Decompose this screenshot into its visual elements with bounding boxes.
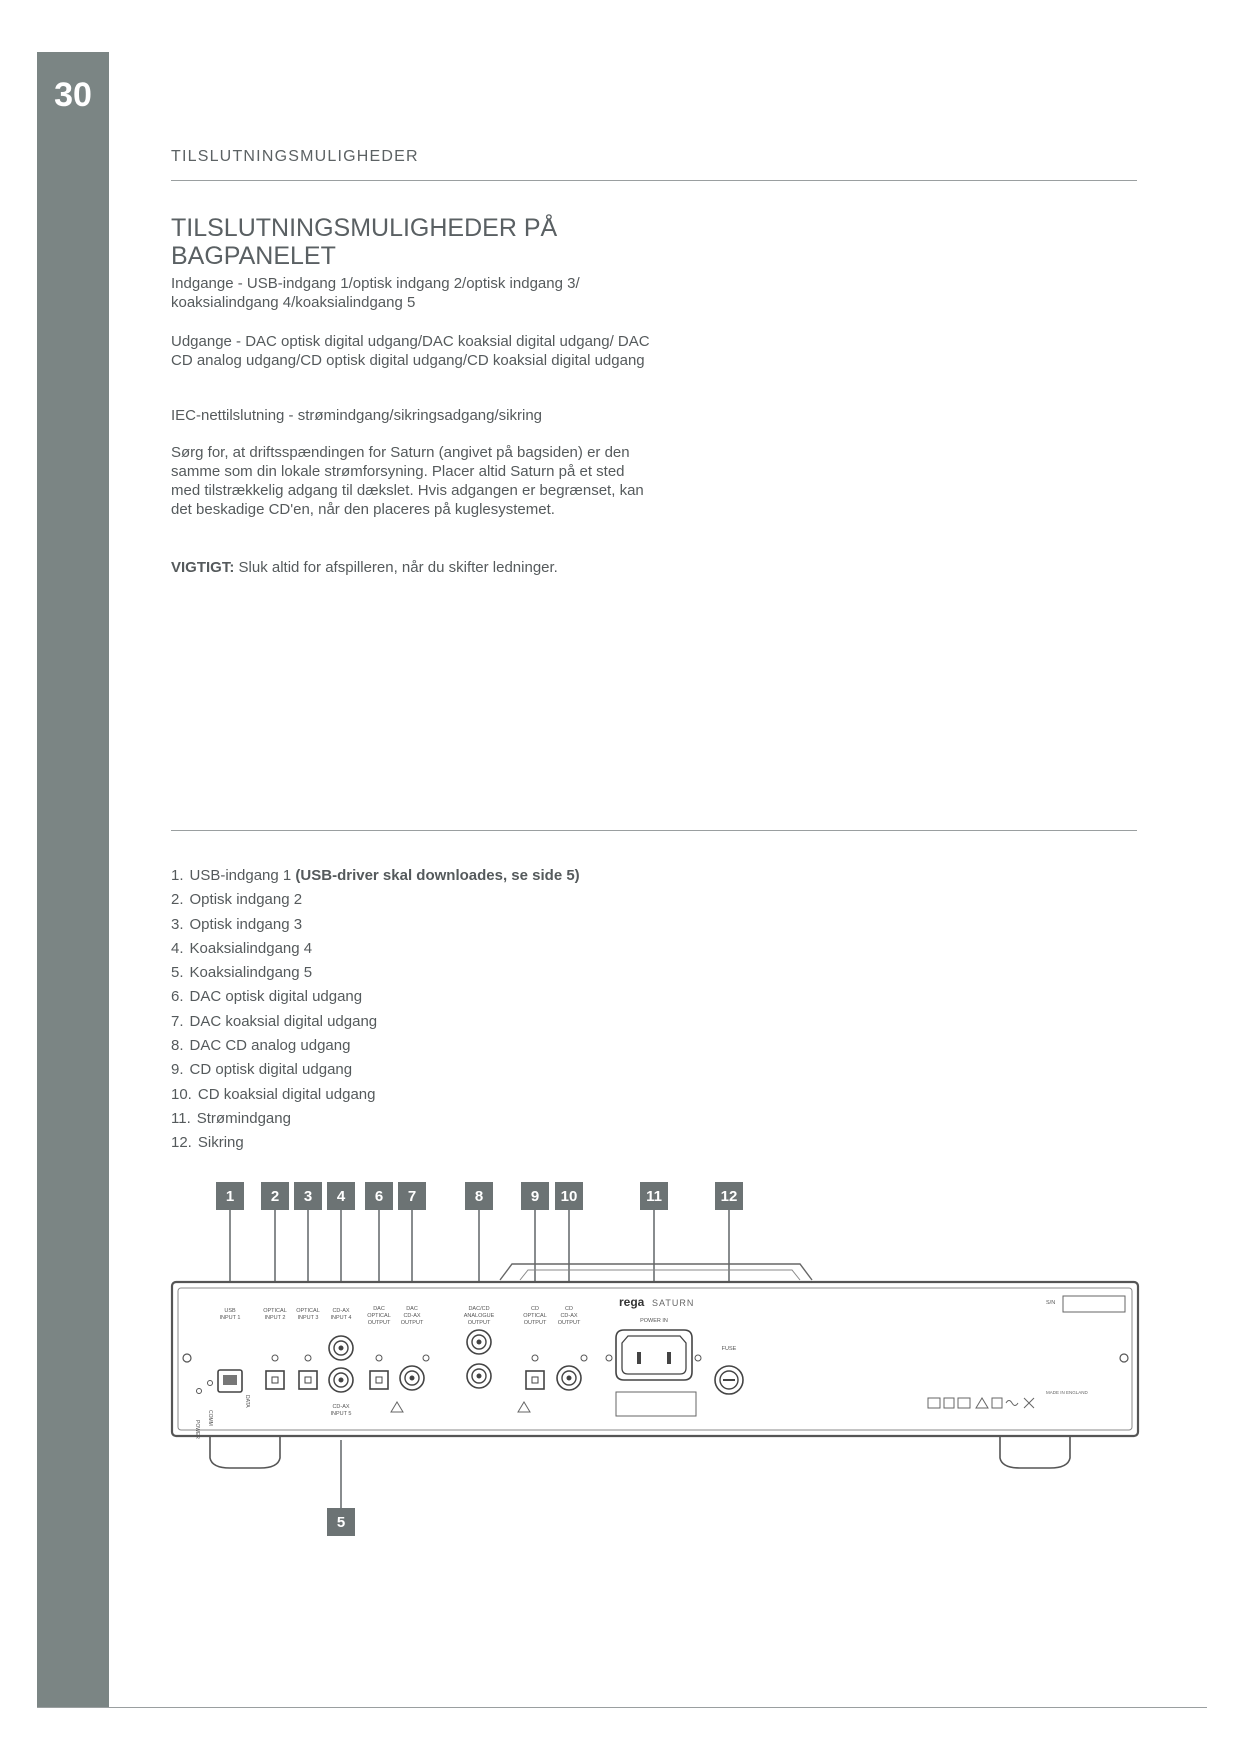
svg-text:CD-AX: CD-AX xyxy=(332,1308,350,1314)
callout-label-1: 1 xyxy=(225,1188,235,1205)
legend-item: 7. DAC koaksial digital udgang xyxy=(171,1012,378,1030)
svg-text:INPUT 5: INPUT 5 xyxy=(330,1411,352,1417)
coax-input-5 xyxy=(329,1368,353,1392)
svg-text:DATA: DATA xyxy=(244,1395,250,1408)
callout-label-8: 8 xyxy=(474,1188,484,1205)
svg-text:COMM: COMM xyxy=(207,1410,213,1426)
svg-text:USB: USB xyxy=(224,1308,236,1314)
callout-label-11: 11 xyxy=(646,1188,662,1205)
page-number: 30 xyxy=(54,76,92,114)
svg-text:POWER IN: POWER IN xyxy=(640,1318,668,1324)
legend-item: 4. Koaksialindgang 4 xyxy=(171,939,313,957)
callout-label-7: 7 xyxy=(407,1188,417,1205)
legend-item: 1. USB-indgang 1 (USB-driver skal downloades, se side 5) xyxy=(171,867,580,884)
svg-text:OUTPUT: OUTPUT xyxy=(467,1320,491,1326)
legend-item: 9. CD optisk digital udgang xyxy=(171,1061,353,1079)
svg-text:INPUT 4: INPUT 4 xyxy=(330,1315,352,1321)
svg-text:OPTICAL: OPTICAL xyxy=(263,1308,287,1314)
left-foot xyxy=(210,1436,280,1468)
callout-label-2: 2 xyxy=(270,1188,280,1205)
voltage-paragraph: Sørg for, at driftsspændingen for Saturn (angivet på bagsiden) er den samme som din lokale strømforsyning. Placer altid Saturn på et sted med tilstrækkelig adgang til dækslet. Hvis adgangen er begrænset, kan det beskadige CD'en, når den placeres på kuglesystemet. xyxy=(171,444,644,518)
svg-text:ANALOGUE: ANALOGUE xyxy=(463,1313,495,1319)
important-label: VIGTIGT: xyxy=(171,559,235,576)
svg-text:POWER: POWER xyxy=(194,1420,200,1439)
legend-item: 11. Strømindgang xyxy=(171,1109,291,1127)
svg-text:OUTPUT: OUTPUT xyxy=(557,1320,581,1326)
svg-text:OUTPUT: OUTPUT xyxy=(523,1320,547,1326)
top-cover-outline xyxy=(500,1264,812,1280)
svg-text:CD: CD xyxy=(531,1306,539,1312)
svg-text:OUTPUT: OUTPUT xyxy=(400,1320,424,1326)
power-inlet xyxy=(606,1330,701,1416)
callout-label-4: 4 xyxy=(336,1188,346,1205)
important-text: Sluk altid for afspilleren, når du skifter ledninger. xyxy=(234,559,558,576)
svg-text:CD: CD xyxy=(565,1306,573,1312)
legend-item: 8. DAC CD analog udgang xyxy=(171,1037,351,1055)
callout-label-10: 10 xyxy=(560,1188,578,1205)
iec-paragraph: IEC-nettilslutning - strømindgang/sikringsadgang/sikring xyxy=(171,407,543,424)
legend-item: 6. DAC optisk digital udgang xyxy=(171,988,363,1006)
callout-label-12: 12 xyxy=(720,1188,738,1205)
svg-text:DAC: DAC xyxy=(373,1306,385,1312)
outputs-paragraph: Udgange - DAC optisk digital udgang/DAC koaksial digital udgang/ DAC CD analog udgang/CD optisk digital udgang/CD koaksial digital udgang xyxy=(171,333,650,369)
svg-text:CD-AX: CD-AX xyxy=(332,1404,350,1410)
legend-item: 3. Optisk indgang 3 xyxy=(171,915,303,933)
svg-text:INPUT 3: INPUT 3 xyxy=(297,1315,319,1321)
svg-text:INPUT 1: INPUT 1 xyxy=(219,1315,241,1321)
svg-text:CD-AX: CD-AX xyxy=(403,1313,421,1319)
svg-text:DAC/CD: DAC/CD xyxy=(468,1306,490,1312)
callout-label-5: 5 xyxy=(336,1514,346,1531)
svg-text:OPTICAL: OPTICAL xyxy=(367,1313,391,1319)
callout-label-3: 3 xyxy=(303,1188,313,1205)
callout-label-6: 6 xyxy=(374,1188,384,1205)
coax-input-4 xyxy=(329,1336,353,1360)
callout-label-9: 9 xyxy=(530,1188,540,1205)
right-foot xyxy=(1000,1436,1070,1468)
svg-text:S/N: S/N xyxy=(1046,1300,1056,1306)
svg-text:OPTICAL: OPTICAL xyxy=(296,1308,320,1314)
fuse-holder xyxy=(715,1366,743,1394)
section-header: TILSLUTNINGSMULIGHEDER xyxy=(171,148,419,165)
footer-rule xyxy=(37,1707,1207,1708)
svg-text:FUSE: FUSE xyxy=(721,1346,737,1352)
serial-number-box xyxy=(1063,1296,1125,1312)
legend-item: 2. Optisk indgang 2 xyxy=(171,891,303,909)
page-title: TILSLUTNINGSMULIGHEDER PÅ BAGPANELET xyxy=(171,214,558,270)
svg-text:INPUT 2: INPUT 2 xyxy=(264,1315,286,1321)
brand-logo: rega xyxy=(619,1295,645,1309)
svg-text:DAC: DAC xyxy=(406,1306,418,1312)
legend-item: 5. Koaksialindgang 5 xyxy=(171,964,313,982)
legend-item: 10. CD koaksial digital udgang xyxy=(171,1085,376,1103)
inputs-paragraph: Indgange - USB-indgang 1/optisk indgang 2/optisk indgang 3/ koaksialindgang 4/koaksialindgang 5 xyxy=(171,275,580,311)
svg-text:OPTICAL: OPTICAL xyxy=(523,1313,547,1319)
svg-text:MADE IN ENGLAND: MADE IN ENGLAND xyxy=(1046,1390,1088,1395)
legend-item: 12. Sikring xyxy=(171,1134,244,1152)
svg-text:CD-AX: CD-AX xyxy=(560,1313,578,1319)
svg-text:OUTPUT: OUTPUT xyxy=(367,1320,391,1326)
model-name: SATURN xyxy=(652,1298,695,1308)
